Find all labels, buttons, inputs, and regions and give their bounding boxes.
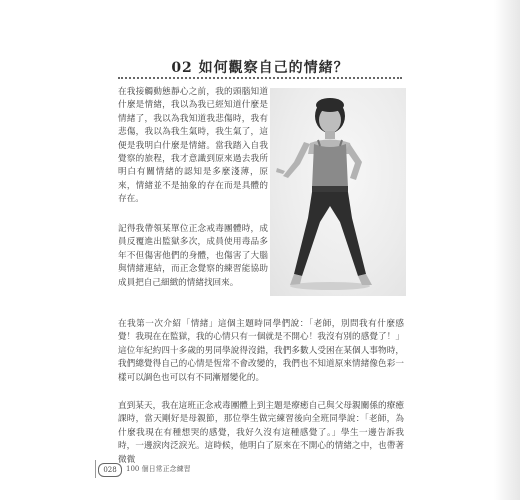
page-number: 028 (98, 463, 122, 477)
woman-pointing-photo (270, 88, 406, 296)
title-dotted-rule (118, 77, 402, 79)
running-head: 100 個日常正念練習 (126, 465, 191, 473)
section-title: 02 如何觀察自己的情緒？ (171, 60, 349, 76)
paragraph-2: 記得我帶領某單位正念戒毒團體時，成員反覆進出監獄多次，成員使用毒品多年不但傷害他們的身體，也傷害了大腦與情緒連結，而正念覺察的練習能協助成員把自己細緻的情緒找回來。 (118, 224, 268, 288)
woman-pointing-illustration (270, 88, 406, 296)
footer-divider (95, 460, 96, 478)
paragraph-1: 在我接觸動態靜心之前，我的頭腦知道什麼是情緒，我以為我已經知道什麼是情緒了，我以為我知道我悲傷時，我有悲傷，我以為我生氣時，我生氣了，這便是我明白什麼是情緒。當我踏入自我覺察的旅程，我才意識到原來過去我所明白有關情緒的認知是多麼淺薄，原來，情緒並不是抽象的存在而是具體的存在。 (118, 87, 268, 205)
paragraph-3: 在我第一次介紹「情緒」這個主題時同學們說：「老師，別問我有什麼感覺！我現在在監獄，我的心情只有一個就是不開心！我沒有別的感覺了！」這位年紀約四十多歲的男同學說得沒錯，我們多數人受困在某個人事物時，我們總覺得自己的心情是恆常不會改變的，我們也不知道原來情緒像色彩一樣可以調色也可以有不同漸層變化的。 (118, 319, 404, 383)
paragraph-4: 直到某天，我在這班正念戒毒團體上到主題是療癒自己與父母親關係的療癒課時，當天剛好是母親節，那位學生做完練習後向全班同學說：「老師，為什麼我現在有種想哭的感覺，我好久沒有這種感覺了。」學生一邊告訴我時，一邊淚肉泛淚光。這時候，他明白了原來在不開心的情緒之中，也帶著微微 (118, 401, 404, 465)
